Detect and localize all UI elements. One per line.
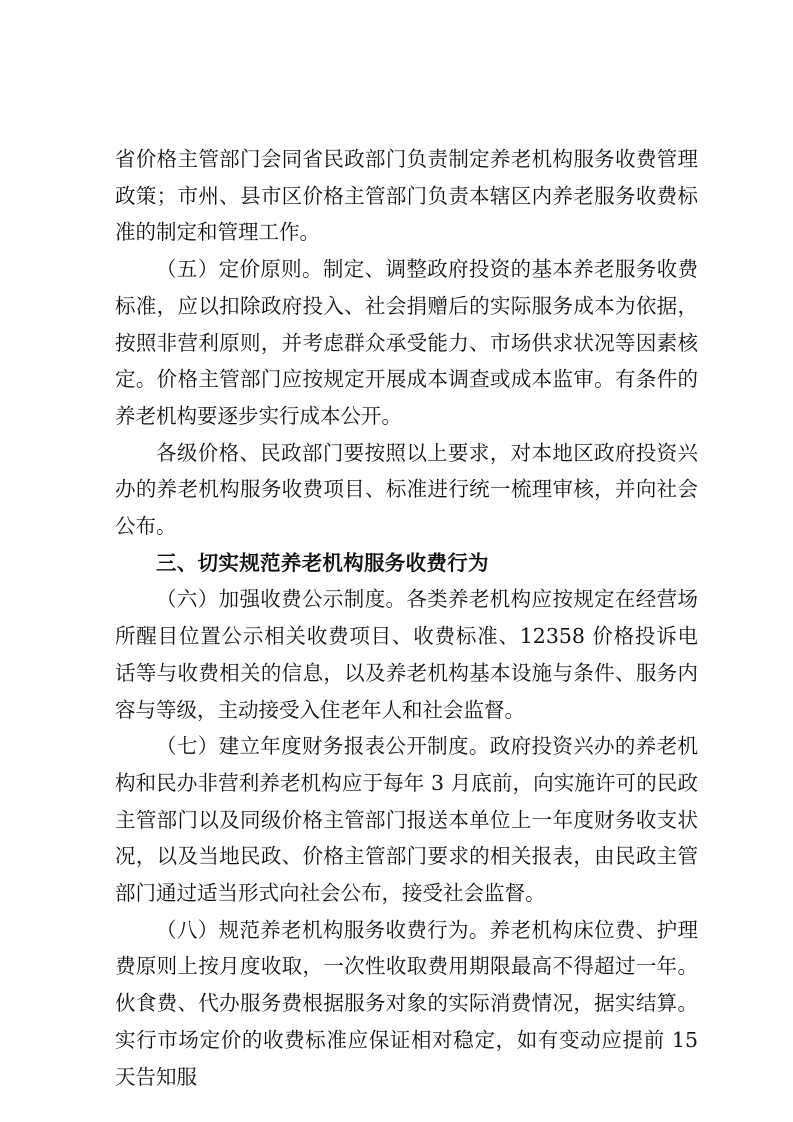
paragraph-fee-disclosure: （六）加强收费公示制度。各类养老机构应按规定在经营场所醒目位置公示相关收费项目、收费标准、12358 价格投诉电话等与收费相关的信息，以及养老机构基本设施与条件、服务内容与等级，主动接受入住老年人和社会监督。 [115,587,698,722]
paragraph-annual-financial-report: （七）建立年度财务报表公开制度。政府投资兴办的养老机构和民办非营利养老机构应于每年 3 月底前，向实施许可的民政主管部门以及同级价格主管部门报送本单位上一年度财务收支状况，以及当地民政、价格主管部门要求的相关报表，由民政主管部门通过适当形式向社会公布，接受社会监督。 [115,734,698,906]
section-heading-three: 三、切实规范养老机构服务收费行为 [156,550,489,575]
paragraph-review-publication: 各级价格、民政部门要按照以上要求，对本地区政府投资兴办的养老机构服务收费项目、标准进行统一梳理审核，并向社会公布。 [115,440,698,539]
paragraph-price-authority: 省价格主管部门会同省民政部门负责制定养老机构服务收费管理政策；市州、县市区价格主管部门负责本辖区内养老服务收费标准的制定和管理工作。 [115,147,698,245]
paragraph-fee-collection-rules: （八）规范养老机构服务收费行为。养老机构床位费、护理费原则上按月度收取，一次性收取费用期限最高不得超过一年。伙食费、代办服务费根据服务对象的实际消费情况，据实结算。实行市场定价的收费标准应保证相对稳定，如有变动应提前 15 天告知服 [115,917,698,1089]
document-body [115,141,698,1095]
paragraph-pricing-principle: （五）定价原则。制定、调整政府投资的基本养老服务收费标准，应以扣除政府投入、社会捐赠后的实际服务成本为依据，按照非营利原则，并考虑群众承受能力、市场供求状况等因素核定。价格主管部门应按规定开展成本调查或成本监审。有条件的养老机构要逐步实行成本公开。 [115,257,698,428]
